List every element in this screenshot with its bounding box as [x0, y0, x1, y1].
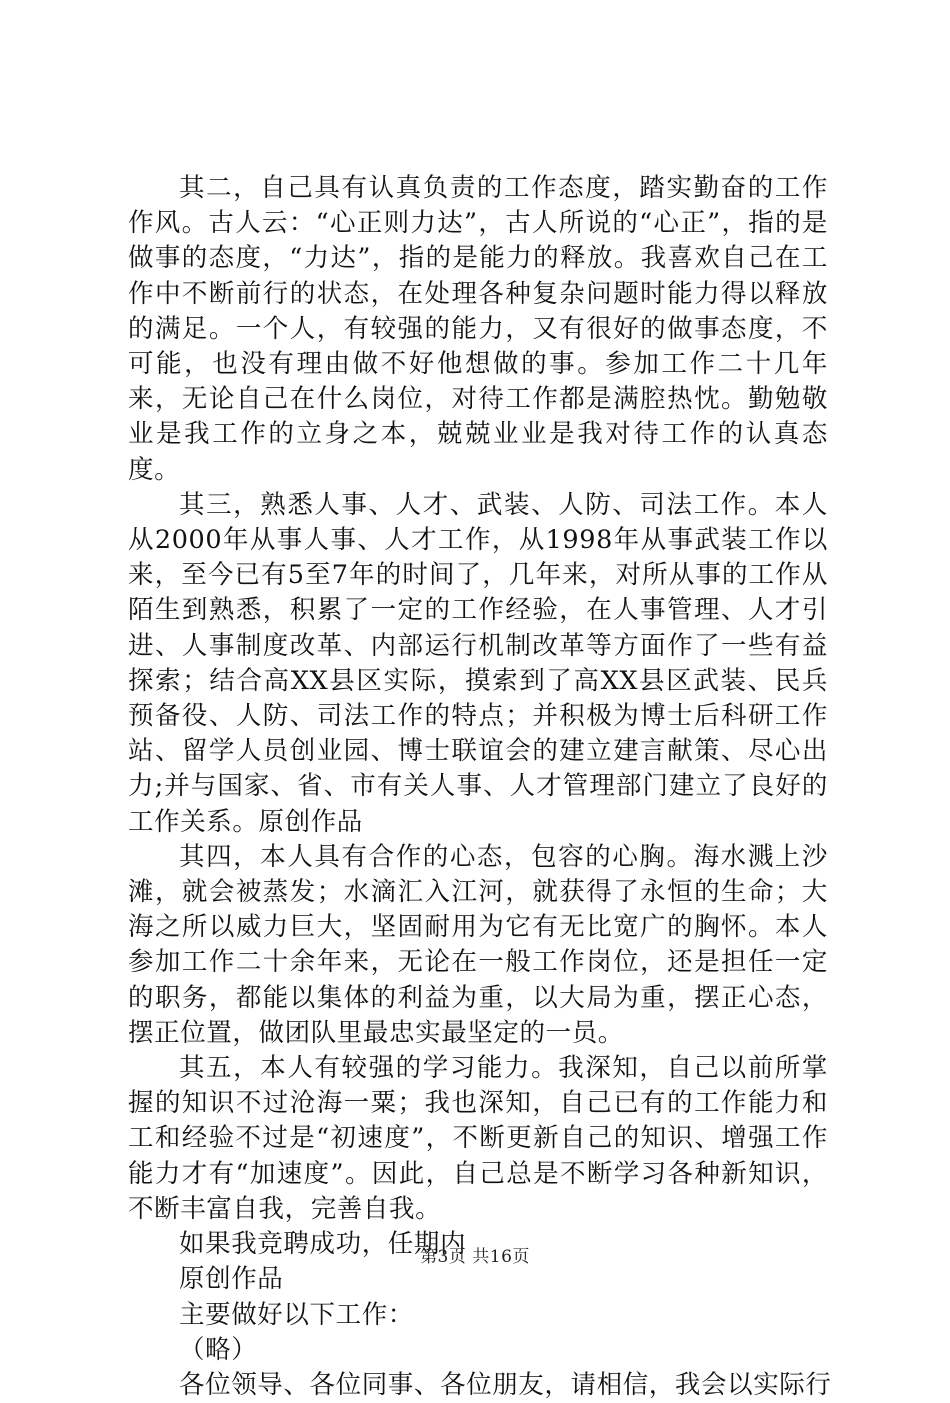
document-body — [128, 171, 832, 1403]
line-main-tasks: 主要做好以下工作： — [179, 1299, 414, 1330]
line-original-work: 原创作品 — [179, 1264, 284, 1295]
paragraph-qisan: 其三，熟悉人事、人才、武装、人防、司法工作。本人从2000年从事人事、人才工作，从1998年从事武装工作以来，至今已有5至7年的时间了，几年来，对所从事的工作从陌生到熟悉，积累了一定的工作经验，在人事管理、人才引进、人事制度改革、内部运行机制改革等方面作了一些有益探索；结合高XX县区实际，摸索到了高XX县区武装、民兵预备役、人防、司法工作的特点；并积极为博士后科研工作站、留学人员创业园、博士联谊会的建立建言献策、尽心出力;并与国家、省、市有关人事、人才管理部门建立了良好的工作关系。原创作品 — [128, 489, 828, 837]
line-omitted: （略） — [179, 1334, 258, 1365]
line-closing: 各位领导、各位同事、各位朋友，请相信，我会以实际行 — [179, 1369, 832, 1400]
paragraph-qier: 其二，自己具有认真负责的工作态度，踏实勤奋的工作作风。古人云：“心正则力达”，古人所说的“心正”，指的是做事的态度，“力达”，指的是能力的释放。我喜欢自己在工作中不断前行的状态，在处理各种复杂问题时能力得以释放的满足。一个人，有较强的能力，又有很好的做事态度，不可能，也没有理由做不好他想做的事。参加工作二十几年来，无论自己在什么岗位，对待工作都是满腔热忱。勤勉敬业是我工作的立身之本，兢兢业业是我对待工作的认真态度。 — [128, 173, 828, 485]
line-if-successful: 如果我竞聘成功，任期内 — [179, 1229, 467, 1260]
page-number-footer: 第3页 共16页 — [420, 1247, 530, 1267]
paragraph-qisi: 其四，本人具有合作的心态，包容的心胸。海水溅上沙滩，就会被蒸发；水滴汇入江河，就获得了永恒的生命；大海之所以威力巨大，坚固耐用为它有无比宽广的胸怀。本人参加工作二十余年来，无论在一般工作岗位，还是担任一定的职务，都能以集体的利益为重，以大局为重，摆正心态，摆正位置，做团队里最忠实最坚定的一员。 — [128, 841, 828, 1048]
paragraph-qiwu: 其五，本人有较强的学习能力。我深知，自己以前所掌握的知识不过沧海一粟；我也深知，自己已有的工作能力和工和经验不过是“初速度”，不断更新自己的知识、增强工作能力才有“加速度”。因此，自己总是不断学习各种新知识，不断丰富自我，完善自我。 — [128, 1053, 828, 1224]
